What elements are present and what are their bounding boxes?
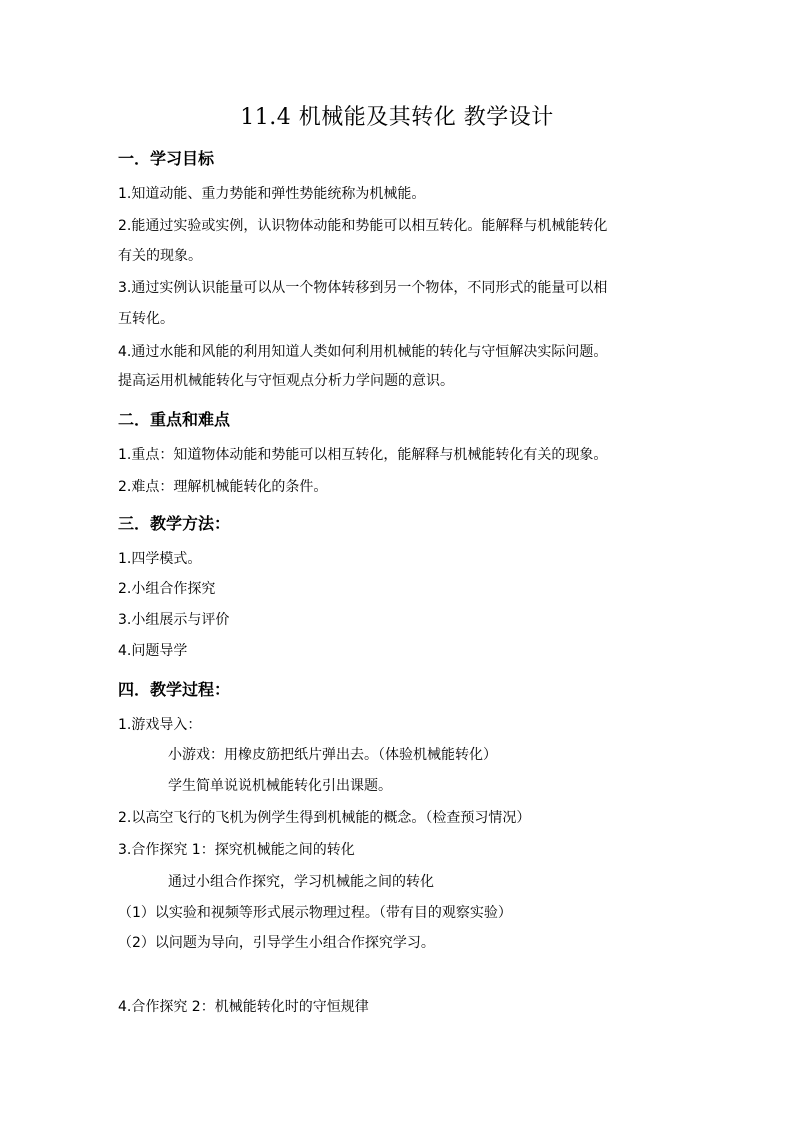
paragraph-line: 2.能通过实验或实例，认识物体动能和势能可以相互转化。能解释与机械能转化 [118,218,608,234]
section-heading-process: 四．教学过程： [118,680,231,699]
paragraph-line: 小游戏：用橡皮筋把纸片弹出去。（体验机械能转化） [168,747,497,763]
paragraph-line: 学生简单说说机械能转化引出课题。 [168,778,392,794]
section-heading-key-points: 二．重点和难点 [118,410,231,429]
paragraph-line: 3.小组展示与评价 [118,612,230,628]
paragraph-line: 1.游戏导入： [118,717,202,733]
paragraph-line: 4.问题导学 [118,643,188,659]
paragraph-line: （1）以实验和视频等形式展示物理过程。（带有目的观察实验） [118,905,512,921]
paragraph-line: 提高运用机械能转化与守恒观点分析力学问题的意识。 [118,373,454,389]
paragraph-line: 1.四学模式。 [118,551,202,567]
paragraph-line: 通过小组合作探究，学习机械能之间的转化 [168,874,434,890]
document-title: 11.4 机械能及其转化 教学设计 [240,105,554,130]
paragraph-line: 1.重点：知道物体动能和势能可以相互转化，能解释与机械能转化有关的现象。 [118,447,608,463]
paragraph-line: 互转化。 [118,311,174,327]
paragraph-line: 4.通过水能和风能的利用知道人类如何利用机械能的转化与守恒解决实际问题。 [118,344,608,360]
paragraph-line: 3.通过实例认识能量可以从一个物体转移到另一个物体，不同形式的能量可以相 [118,280,608,296]
paragraph-line: 4.合作探究 2：机械能转化时的守恒规律 [118,999,369,1015]
paragraph-line: 2.小组合作探究 [118,581,216,597]
paragraph-line: 有关的现象。 [118,248,202,264]
paragraph-line: 1.知道动能、重力势能和弹性势能统称为机械能。 [118,186,426,202]
paragraph-line: （2）以问题为导向，引导学生小组合作探究学习。 [118,935,435,951]
section-heading-methods: 三．教学方法： [118,514,231,533]
paragraph-line: 2.以高空飞行的飞机为例学生得到机械能的概念。（检查预习情况） [118,810,531,826]
section-heading-objectives: 一．学习目标 [118,149,215,168]
paragraph-line: 3.合作探究 1：探究机械能之间的转化 [118,842,355,858]
paragraph-line: 2.难点：理解机械能转化的条件。 [118,479,328,495]
